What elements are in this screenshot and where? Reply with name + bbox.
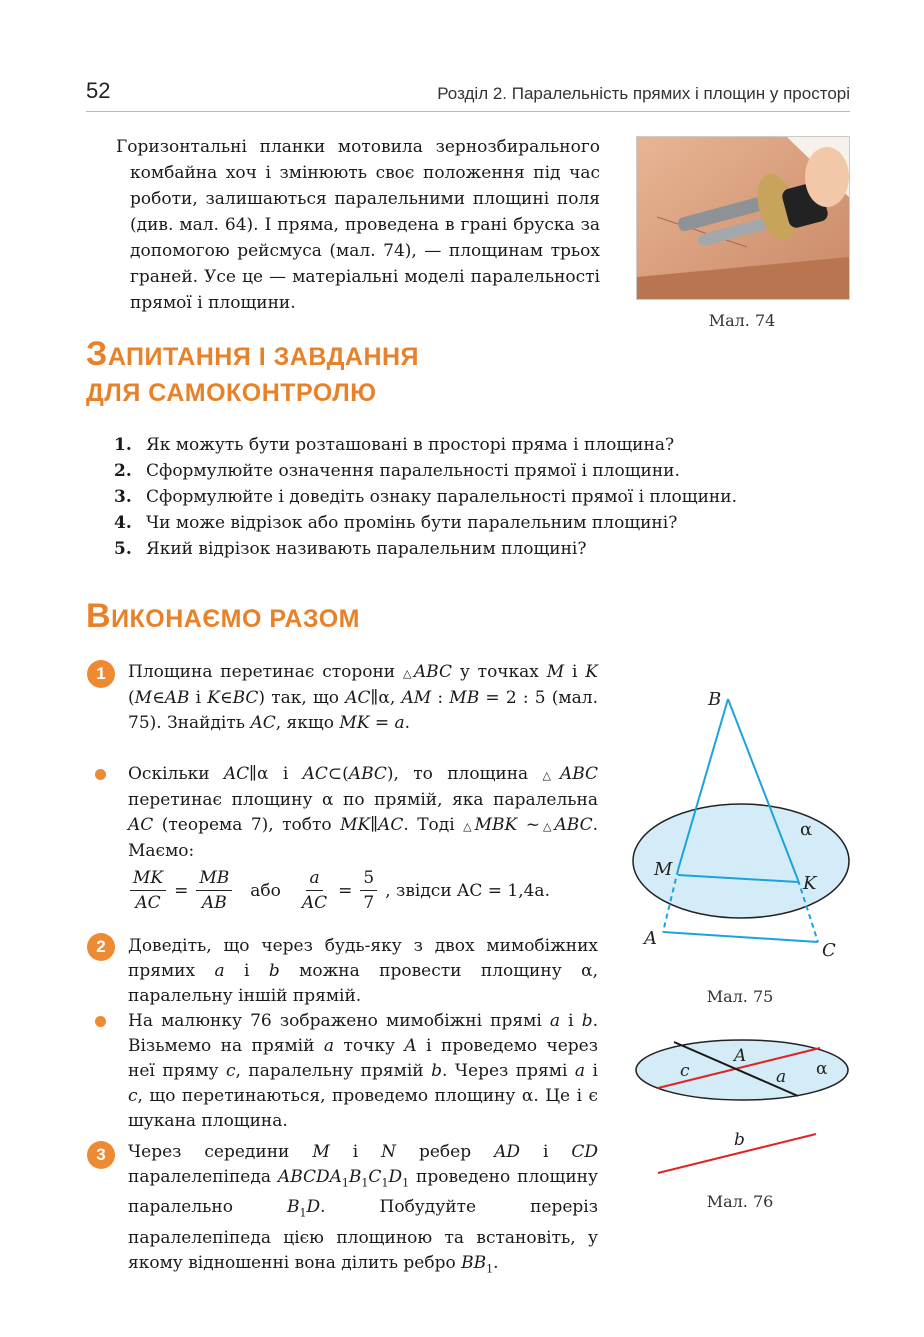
marking-gauge-photo <box>636 136 850 300</box>
selfcheck-title-rest: АПИТАННЯ І ЗАВДАННЯ <box>107 343 420 371</box>
figure-76-caption: Мал. 76 <box>706 1192 774 1211</box>
label-M: M <box>654 859 673 880</box>
task-number-badge: 1 <box>87 660 115 688</box>
fraction-denominator: 7 <box>363 893 375 913</box>
label-alpha: α <box>800 819 813 840</box>
label-b: b <box>734 1130 745 1150</box>
question-text: Сформулюйте і доведіть ознаку паралельності прямої і площини. <box>146 487 737 507</box>
selfcheck-heading <box>86 336 419 411</box>
selfcheck-title-line2: ДЛЯ САМОКОНТРОЛЮ <box>86 379 377 407</box>
fraction-numerator: MB <box>196 866 232 891</box>
figure-74-caption: Мал. 74 <box>708 311 776 330</box>
fraction-numerator: MK <box>130 866 166 891</box>
question-number: 2. <box>114 461 132 481</box>
question-text: Чи може відрізок або промінь бути паралельним площині? <box>146 513 678 533</box>
solution-1-equation: $\frac{MK}{AC}$ = $\frac{MB}{AB}$ або $\frac{a}{AC}$ = $\frac{5}{7}$ , звідси AC = 1,4a. <box>128 866 550 915</box>
fraction <box>360 866 377 915</box>
question-text: Сформулюйте означення паралельності прямої і площини. <box>146 461 680 481</box>
running-title: Розділ 2. Паралельність прямих і площин у просторі <box>437 84 850 103</box>
list-item <box>114 432 737 458</box>
label-c: c <box>680 1061 690 1081</box>
figure-75-diagram <box>630 680 860 970</box>
task-number-badge: 3 <box>87 1141 115 1169</box>
question-text: Як можуть бути розташовані в просторі пряма і площина? <box>146 435 675 455</box>
fraction <box>196 866 232 915</box>
header-rule <box>86 111 850 112</box>
figure-75-caption: Мал. 75 <box>706 987 774 1006</box>
label-B: B <box>708 689 722 710</box>
task-3-text: Через середини M і N ребер AD і CD паралелепіпеда $ABCDA_1B_1C_1D_1$ проведено площину паралельно $B_1D$. Побудуйте переріз паралелепіпеда цією площиною та встановіть, у якому відношенні вона ділить ребро $BB_1$. <box>128 1142 598 1276</box>
question-list <box>114 432 737 562</box>
solution-1-text: Оскільки AC∥α і AC⊂(ABC), то площина △ABC перетинає площину α по прямій, яка паралельна AC (теорема 7), тобто MK∥AC. Тоді △MBK ~△ABC. Маємо: <box>128 764 599 861</box>
task-number-badge: 2 <box>87 933 115 961</box>
edge-AC <box>663 932 818 942</box>
label-a: a <box>776 1067 787 1087</box>
list-item <box>114 458 737 484</box>
page-number: 52 <box>86 78 111 103</box>
list-item <box>114 510 737 536</box>
equation-word: або <box>250 880 281 901</box>
list-item <box>114 536 737 562</box>
question-number: 4. <box>114 513 132 533</box>
equation-tail: , звідси AC = 1,4a. <box>385 880 550 901</box>
intro-paragraph <box>116 134 600 316</box>
selfcheck-title-first: З <box>86 335 108 373</box>
question-number: 1. <box>114 435 132 455</box>
fraction-denominator: AC <box>135 893 161 913</box>
task-2-text: Доведіть, що через будь-яку з двох мимобіжних прямих a і b можна провести площину α, паралельну іншій прямій. <box>128 936 598 1006</box>
question-number: 3. <box>114 487 132 507</box>
together-title-first: В <box>86 597 112 635</box>
together-title-rest: ИКОНАЄМО РАЗОМ <box>111 605 360 633</box>
list-item <box>114 484 737 510</box>
fraction-numerator: a <box>306 866 322 891</box>
fraction-numerator: 5 <box>360 866 377 891</box>
task-1-text: Площина перетинає сторони △ABC у точках M і K (M∈AB і K∈BC) так, що AC∥α, AM : MB = 2 : 5 (мал. 75). Знайдіть AC, якщо MK = a. <box>128 662 598 733</box>
solution-bullet <box>95 769 106 780</box>
solution-2-text: На малюнку 76 зображено мимобіжні прямі a і b. Візьмемо на прямій a точку A і проведемо через неї пряму c, паралельну прямій b. Через прямі a і c, що перетинаються, проведемо площину α. Це і є шукана площина. <box>128 1011 598 1131</box>
figure-76-diagram <box>630 1030 860 1190</box>
fraction <box>299 866 330 915</box>
fraction-denominator: AB <box>201 893 227 913</box>
label-alpha: α <box>816 1059 828 1079</box>
fraction <box>130 866 166 915</box>
label-A: A <box>734 1046 747 1066</box>
question-number: 5. <box>114 539 132 559</box>
intro-text: Горизонтальні планки мотовила зернозбирального комбайна хоч і змінюють своє положення під час роботи, залишаються паралельними площині поля (див. мал. 64). І пряма, проведена в грані бруска за допомогою рейсмуса (мал. 74), — площинам трьох граней. Усе це — матеріальні моделі паралельності прямої і площини. <box>116 137 600 313</box>
label-K: K <box>803 873 817 894</box>
together-heading <box>86 596 360 639</box>
solution-bullet <box>95 1016 106 1027</box>
label-C: C <box>822 940 836 961</box>
fraction-denominator: AC <box>301 893 328 913</box>
label-A: A <box>644 928 657 949</box>
question-text: Який відрізок називають паралельним площині? <box>146 539 587 559</box>
